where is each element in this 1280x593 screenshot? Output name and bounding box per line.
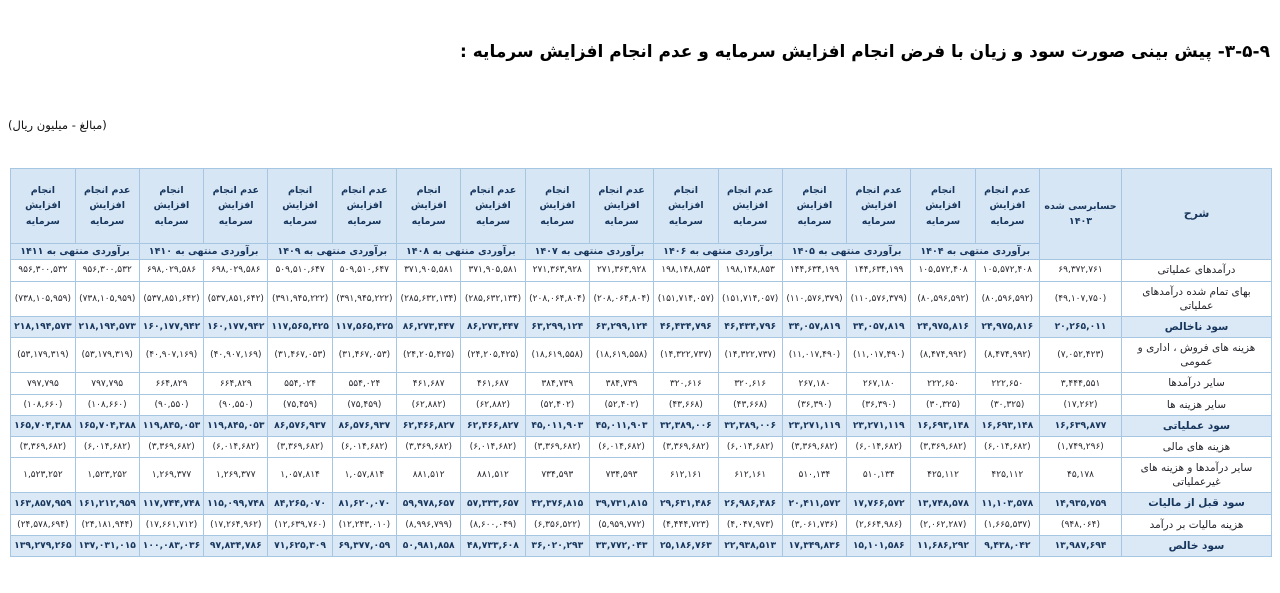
table-row-12 <box>11 535 1272 556</box>
cell-r11-c7: (۴,۴۴۴,۷۲۳) <box>654 514 718 535</box>
cell-r11-c8: (۵,۹۵۹,۷۷۲) <box>589 514 653 535</box>
cell-r3-c10: ۸۶,۲۷۳,۴۴۷ <box>461 316 525 337</box>
cell-r6-c14: (۹۰,۵۵۰) <box>204 394 268 415</box>
header-with-increase-۱۴۰۸: انجام افزایش سرمایه <box>397 169 461 244</box>
table-row-10 <box>11 493 1272 514</box>
cell-r5-c8: ۳۸۴,۷۳۹ <box>589 373 653 394</box>
cell-r4-c11: (۲۴,۲۰۵,۴۲۵) <box>397 338 461 373</box>
cell-r5-c13: ۵۵۴,۰۲۴ <box>268 373 332 394</box>
cell-r2-c4: (۱۱۰,۵۷۶,۳۷۹) <box>847 281 911 316</box>
cell-r11-c15: (۱۷,۶۶۱,۷۱۲) <box>139 514 203 535</box>
cell-r6-c11: (۶۲,۸۸۲) <box>397 394 461 415</box>
cell-r5-c9: ۳۸۴,۷۳۹ <box>525 373 589 394</box>
cell-r10-c2: ۱۱,۱۰۳,۵۷۸ <box>975 493 1039 514</box>
cell-r2-c15: (۵۳۷,۸۵۱,۶۴۲) <box>139 281 203 316</box>
cell-r12-c8: ۳۳,۷۷۲,۰۴۳ <box>589 535 653 556</box>
cell-r9-c4: ۵۱۰,۱۳۴ <box>847 458 911 493</box>
cell-r12-c15: ۱۰۰,۰۸۳,۰۳۶ <box>139 535 203 556</box>
cell-r7-c1: ۱۶,۶۳۹,۸۷۷ <box>1040 415 1122 436</box>
header-without-increase-۱۴۰۵: عدم انجام افزایش سرمایه <box>847 169 911 244</box>
cell-r4-c7: (۱۴,۳۲۲,۷۳۷) <box>654 338 718 373</box>
cell-r11-c9: (۶,۳۵۶,۵۲۲) <box>525 514 589 535</box>
cell-r1-c12: ۵۰۹,۵۱۰,۶۴۷ <box>332 260 396 281</box>
cell-r12-c16: ۱۳۷,۰۳۱,۰۱۵ <box>75 535 139 556</box>
cell-r3-c11: ۸۶,۲۷۳,۴۴۷ <box>397 316 461 337</box>
cell-r1-c1: ۶۹,۳۷۲,۷۶۱ <box>1040 260 1122 281</box>
header-with-increase-۱۴۱۰: انجام افزایش سرمایه <box>139 169 203 244</box>
cell-r4-c5: (۱۱,۰۱۷,۴۹۰) <box>782 338 846 373</box>
cell-r2-c17: (۷۳۸,۱۰۵,۹۵۹) <box>11 281 75 316</box>
cell-r12-c17: ۱۳۹,۲۷۹,۲۶۵ <box>11 535 75 556</box>
table-row-6 <box>11 394 1272 415</box>
cell-r7-c13: ۸۶,۵۷۶,۹۳۷ <box>268 415 332 436</box>
table-row-7 <box>11 415 1272 436</box>
header-without-increase-۱۴۰۶: عدم انجام افزایش سرمایه <box>718 169 782 244</box>
cell-r1-c7: ۱۹۸,۱۴۸,۸۵۳ <box>654 260 718 281</box>
cell-r9-c5: ۵۱۰,۱۳۴ <box>782 458 846 493</box>
cell-r5-c17: ۷۹۷,۷۹۵ <box>11 373 75 394</box>
cell-r5-c5: ۲۶۷,۱۸۰ <box>782 373 846 394</box>
cell-r5-c11: ۴۶۱,۶۸۷ <box>397 373 461 394</box>
table-row-1 <box>11 260 1272 281</box>
cell-r9-c13: ۱,۰۵۷,۸۱۴ <box>268 458 332 493</box>
table-row-3 <box>11 316 1272 337</box>
cell-r10-c13: ۸۴,۲۶۵,۰۷۰ <box>268 493 332 514</box>
cell-r4-c4: (۱۱,۰۱۷,۴۹۰) <box>847 338 911 373</box>
cell-r6-c9: (۵۲,۴۰۲) <box>525 394 589 415</box>
cell-r10-c8: ۳۹,۷۳۱,۸۱۵ <box>589 493 653 514</box>
cell-r3-c17: ۲۱۸,۱۹۴,۵۷۳ <box>11 316 75 337</box>
cell-r1-c11: ۳۷۱,۹۰۵,۵۸۱ <box>397 260 461 281</box>
cell-r10-c9: ۴۲,۳۷۶,۸۱۵ <box>525 493 589 514</box>
table-row-2 <box>11 281 1272 316</box>
header-estimate-year-۱۴۰۶: برآوردی منتهی به ۱۴۰۶ <box>654 244 783 260</box>
cell-r8-c7: (۳,۳۶۹,۶۸۲) <box>654 436 718 457</box>
cell-r11-c17: (۲۴,۵۷۸,۶۹۴) <box>11 514 75 535</box>
cell-r6-c17: (۱۰۸,۶۶۰) <box>11 394 75 415</box>
amounts-unit-note: (مبالغ - میلیون ریال) <box>8 118 107 132</box>
cell-r3-c1: ۲۰,۲۶۵,۰۱۱ <box>1040 316 1122 337</box>
cell-r4-c3: (۸,۴۷۴,۹۹۲) <box>911 338 975 373</box>
header-with-increase-۱۴۰۵: انجام افزایش سرمایه <box>782 169 846 244</box>
cell-r2-c11: (۲۸۵,۶۳۲,۱۳۴) <box>397 281 461 316</box>
cell-r10-c5: ۲۰,۴۱۱,۵۷۲ <box>782 493 846 514</box>
cell-r7-c10: ۶۲,۴۶۶,۸۲۷ <box>461 415 525 436</box>
cell-r7-c17: ۱۶۵,۷۰۴,۳۸۸ <box>11 415 75 436</box>
row-label: درآمدهای عملیاتی <box>1122 260 1272 281</box>
cell-r9-c15: ۱,۲۶۹,۳۷۷ <box>139 458 203 493</box>
cell-r9-c16: ۱,۵۲۳,۲۵۲ <box>75 458 139 493</box>
cell-r7-c6: ۳۲,۳۸۹,۰۰۶ <box>718 415 782 436</box>
cell-r6-c8: (۵۲,۴۰۲) <box>589 394 653 415</box>
cell-r7-c14: ۱۱۹,۸۴۵,۰۵۳ <box>204 415 268 436</box>
header-with-increase-۱۴۰۹: انجام افزایش سرمایه <box>268 169 332 244</box>
cell-r4-c16: (۵۳,۱۷۹,۳۱۹) <box>75 338 139 373</box>
cell-r8-c9: (۳,۳۶۹,۶۸۲) <box>525 436 589 457</box>
cell-r9-c10: ۸۸۱,۵۱۲ <box>461 458 525 493</box>
cell-r12-c13: ۷۱,۶۲۵,۳۰۹ <box>268 535 332 556</box>
cell-r10-c4: ۱۷,۷۶۶,۵۷۲ <box>847 493 911 514</box>
cell-r9-c1: ۴۵,۱۷۸ <box>1040 458 1122 493</box>
cell-r9-c17: ۱,۵۲۳,۲۵۲ <box>11 458 75 493</box>
cell-r6-c6: (۴۳,۶۶۸) <box>718 394 782 415</box>
table-header <box>11 169 1272 260</box>
cell-r11-c10: (۸,۶۰۰,۰۴۹) <box>461 514 525 535</box>
cell-r1-c16: ۹۵۶,۳۰۰,۵۳۲ <box>75 260 139 281</box>
cell-r5-c10: ۴۶۱,۶۸۷ <box>461 373 525 394</box>
cell-r4-c14: (۴۰,۹۰۷,۱۶۹) <box>204 338 268 373</box>
cell-r9-c11: ۸۸۱,۵۱۲ <box>397 458 461 493</box>
cell-r6-c3: (۳۰,۳۲۵) <box>911 394 975 415</box>
header-without-increase-۱۴۰۷: عدم انجام افزایش سرمایه <box>589 169 653 244</box>
cell-r7-c11: ۶۲,۴۶۶,۸۲۷ <box>397 415 461 436</box>
cell-r4-c10: (۲۴,۲۰۵,۴۲۵) <box>461 338 525 373</box>
cell-r3-c7: ۴۶,۴۳۴,۷۹۶ <box>654 316 718 337</box>
table-row-5 <box>11 373 1272 394</box>
cell-r12-c5: ۱۷,۳۴۹,۸۳۶ <box>782 535 846 556</box>
cell-r4-c12: (۳۱,۴۶۷,۰۵۳) <box>332 338 396 373</box>
cell-r3-c4: ۳۴,۰۵۷,۸۱۹ <box>847 316 911 337</box>
cell-r6-c16: (۱۰۸,۶۶۰) <box>75 394 139 415</box>
cell-r10-c10: ۵۷,۳۳۳,۶۵۷ <box>461 493 525 514</box>
cell-r2-c5: (۱۱۰,۵۷۶,۳۷۹) <box>782 281 846 316</box>
cell-r2-c8: (۲۰۸,۰۶۴,۸۰۴) <box>589 281 653 316</box>
page-title: ۳-۵-۹- پیش بینی صورت سود و زیان با فرض انجام افزایش سرمایه و عدم انجام افزایش سرمایه : <box>460 42 1270 62</box>
row-label: بهای تمام شده درآمدهای عملیاتی <box>1122 281 1272 316</box>
cell-r12-c10: ۴۸,۷۳۳,۶۰۸ <box>461 535 525 556</box>
cell-r11-c14: (۱۷,۲۶۴,۹۶۲) <box>204 514 268 535</box>
cell-r11-c11: (۸,۹۹۶,۷۹۹) <box>397 514 461 535</box>
header-estimate-year-۱۴۱۱: برآوردی منتهی به ۱۴۱۱ <box>11 244 140 260</box>
cell-r3-c13: ۱۱۷,۵۶۵,۴۲۵ <box>268 316 332 337</box>
cell-r10-c16: ۱۶۱,۲۱۲,۹۵۹ <box>75 493 139 514</box>
profit-loss-forecast-table <box>10 168 1272 557</box>
cell-r1-c2: ۱۰۵,۵۷۲,۴۰۸ <box>975 260 1039 281</box>
cell-r8-c8: (۶,۰۱۴,۶۸۲) <box>589 436 653 457</box>
cell-r3-c8: ۶۳,۲۹۹,۱۲۴ <box>589 316 653 337</box>
cell-r4-c2: (۸,۴۷۴,۹۹۲) <box>975 338 1039 373</box>
cell-r4-c1: (۷,۰۵۲,۴۲۳) <box>1040 338 1122 373</box>
cell-r12-c12: ۶۹,۳۷۷,۰۵۹ <box>332 535 396 556</box>
cell-r10-c11: ۵۹,۹۷۸,۶۵۷ <box>397 493 461 514</box>
cell-r8-c4: (۶,۰۱۴,۶۸۲) <box>847 436 911 457</box>
cell-r4-c13: (۳۱,۴۶۷,۰۵۳) <box>268 338 332 373</box>
cell-r9-c12: ۱,۰۵۷,۸۱۴ <box>332 458 396 493</box>
row-label: سود عملیاتی <box>1122 415 1272 436</box>
cell-r4-c17: (۵۳,۱۷۹,۳۱۹) <box>11 338 75 373</box>
cell-r12-c9: ۳۶,۰۲۰,۲۹۳ <box>525 535 589 556</box>
cell-r6-c1: (۱۷,۲۶۲) <box>1040 394 1122 415</box>
cell-r2-c2: (۸۰,۵۹۶,۵۹۲) <box>975 281 1039 316</box>
cell-r12-c6: ۲۲,۹۳۸,۵۱۳ <box>718 535 782 556</box>
cell-r10-c14: ۱۱۵,۰۹۹,۷۴۸ <box>204 493 268 514</box>
cell-r7-c7: ۳۲,۳۸۹,۰۰۶ <box>654 415 718 436</box>
cell-r1-c13: ۵۰۹,۵۱۰,۶۴۷ <box>268 260 332 281</box>
cell-r5-c16: ۷۹۷,۷۹۵ <box>75 373 139 394</box>
cell-r11-c6: (۴,۰۴۷,۹۷۳) <box>718 514 782 535</box>
row-label: هزینه های فروش ، اداری و عمومی <box>1122 338 1272 373</box>
header-audited-1403 <box>1040 169 1122 260</box>
cell-r7-c8: ۴۵,۰۱۱,۹۰۳ <box>589 415 653 436</box>
cell-r9-c14: ۱,۲۶۹,۳۷۷ <box>204 458 268 493</box>
cell-r11-c16: (۲۴,۱۸۱,۹۴۴) <box>75 514 139 535</box>
cell-r8-c10: (۶,۰۱۴,۶۸۲) <box>461 436 525 457</box>
audited-year: ۱۴۰۳ <box>1068 216 1093 228</box>
cell-r6-c5: (۳۶,۳۹۰) <box>782 394 846 415</box>
cell-r3-c2: ۲۴,۹۷۵,۸۱۶ <box>975 316 1039 337</box>
cell-r9-c7: ۶۱۲,۱۶۱ <box>654 458 718 493</box>
cell-r4-c9: (۱۸,۶۱۹,۵۵۸) <box>525 338 589 373</box>
cell-r9-c9: ۷۳۴,۵۹۳ <box>525 458 589 493</box>
cell-r7-c3: ۱۶,۶۹۳,۱۴۸ <box>911 415 975 436</box>
cell-r5-c2: ۲۲۲,۶۵۰ <box>975 373 1039 394</box>
cell-r1-c17: ۹۵۶,۳۰۰,۵۳۲ <box>11 260 75 281</box>
cell-r9-c8: ۷۳۴,۵۹۳ <box>589 458 653 493</box>
cell-r12-c7: ۲۵,۱۸۶,۷۶۳ <box>654 535 718 556</box>
cell-r8-c3: (۳,۳۶۹,۶۸۲) <box>911 436 975 457</box>
header-estimate-year-۱۴۰۵: برآوردی منتهی به ۱۴۰۵ <box>782 244 911 260</box>
row-label: سایر درآمدها و هزینه های غیرعملیاتی <box>1122 458 1272 493</box>
cell-r4-c6: (۱۴,۳۲۲,۷۳۷) <box>718 338 782 373</box>
cell-r11-c1: (۹۴۸,۰۶۴) <box>1040 514 1122 535</box>
cell-r11-c4: (۲,۶۶۴,۹۸۶) <box>847 514 911 535</box>
header-with-increase-۱۴۰۴: انجام افزایش سرمایه <box>911 169 975 244</box>
cell-r8-c12: (۶,۰۱۴,۶۸۲) <box>332 436 396 457</box>
cell-r10-c12: ۸۱,۶۲۰,۰۷۰ <box>332 493 396 514</box>
cell-r2-c14: (۵۳۷,۸۵۱,۶۴۲) <box>204 281 268 316</box>
cell-r11-c12: (۱۲,۲۴۳,۰۱۰) <box>332 514 396 535</box>
cell-r1-c14: ۶۹۸,۰۲۹,۵۸۶ <box>204 260 268 281</box>
cell-r12-c3: ۱۱,۶۸۶,۲۹۲ <box>911 535 975 556</box>
header-estimate-year-۱۴۰۹: برآوردی منتهی به ۱۴۰۹ <box>268 244 397 260</box>
cell-r8-c17: (۳,۳۶۹,۶۸۲) <box>11 436 75 457</box>
cell-r8-c15: (۳,۳۶۹,۶۸۲) <box>139 436 203 457</box>
cell-r2-c9: (۲۰۸,۰۶۴,۸۰۴) <box>525 281 589 316</box>
cell-r8-c13: (۳,۳۶۹,۶۸۲) <box>268 436 332 457</box>
row-label: سود ناخالص <box>1122 316 1272 337</box>
cell-r7-c15: ۱۱۹,۸۴۵,۰۵۳ <box>139 415 203 436</box>
cell-r3-c16: ۲۱۸,۱۹۴,۵۷۳ <box>75 316 139 337</box>
row-label: سایر درآمدها <box>1122 373 1272 394</box>
header-estimate-year-۱۴۱۰: برآوردی منتهی به ۱۴۱۰ <box>139 244 268 260</box>
cell-r5-c12: ۵۵۴,۰۲۴ <box>332 373 396 394</box>
cell-r3-c15: ۱۶۰,۱۷۷,۹۴۲ <box>139 316 203 337</box>
cell-r9-c2: ۴۲۵,۱۱۲ <box>975 458 1039 493</box>
row-label: سود خالص <box>1122 535 1272 556</box>
header-without-increase-۱۴۰۴: عدم انجام افزایش سرمایه <box>975 169 1039 244</box>
cell-r2-c13: (۳۹۱,۹۴۵,۲۲۲) <box>268 281 332 316</box>
cell-r4-c15: (۴۰,۹۰۷,۱۶۹) <box>139 338 203 373</box>
header-without-increase-۱۴۰۸: عدم انجام افزایش سرمایه <box>461 169 525 244</box>
cell-r10-c15: ۱۱۷,۷۴۴,۷۴۸ <box>139 493 203 514</box>
cell-r8-c11: (۳,۳۶۹,۶۸۲) <box>397 436 461 457</box>
cell-r6-c7: (۴۳,۶۶۸) <box>654 394 718 415</box>
cell-r5-c15: ۶۶۴,۸۲۹ <box>139 373 203 394</box>
cell-r6-c2: (۳۰,۳۲۵) <box>975 394 1039 415</box>
cell-r5-c4: ۲۶۷,۱۸۰ <box>847 373 911 394</box>
header-without-increase-۱۴۰۹: عدم انجام افزایش سرمایه <box>332 169 396 244</box>
cell-r11-c3: (۲,۰۶۲,۲۸۷) <box>911 514 975 535</box>
cell-r3-c5: ۳۴,۰۵۷,۸۱۹ <box>782 316 846 337</box>
cell-r8-c1: (۱,۷۴۹,۲۹۶) <box>1040 436 1122 457</box>
header-estimate-year-۱۴۰۷: برآوردی منتهی به ۱۴۰۷ <box>525 244 654 260</box>
cell-r2-c16: (۷۳۸,۱۰۵,۹۵۹) <box>75 281 139 316</box>
cell-r5-c7: ۳۲۰,۶۱۶ <box>654 373 718 394</box>
cell-r8-c5: (۳,۳۶۹,۶۸۲) <box>782 436 846 457</box>
cell-r12-c2: ۹,۴۳۸,۰۴۲ <box>975 535 1039 556</box>
cell-r1-c4: ۱۴۴,۶۳۴,۱۹۹ <box>847 260 911 281</box>
table-row-4 <box>11 338 1272 373</box>
cell-r2-c6: (۱۵۱,۷۱۴,۰۵۷) <box>718 281 782 316</box>
cell-r6-c10: (۶۲,۸۸۲) <box>461 394 525 415</box>
cell-r8-c2: (۶,۰۱۴,۶۸۲) <box>975 436 1039 457</box>
cell-r12-c4: ۱۵,۱۰۱,۵۸۶ <box>847 535 911 556</box>
cell-r10-c17: ۱۶۳,۸۵۷,۹۵۹ <box>11 493 75 514</box>
table-row-11 <box>11 514 1272 535</box>
cell-r11-c5: (۳,۰۶۱,۷۳۶) <box>782 514 846 535</box>
cell-r3-c9: ۶۳,۲۹۹,۱۲۴ <box>525 316 589 337</box>
cell-r10-c1: ۱۴,۹۳۵,۷۵۹ <box>1040 493 1122 514</box>
cell-r3-c12: ۱۱۷,۵۶۵,۴۲۵ <box>332 316 396 337</box>
header-description: شرح <box>1122 169 1272 260</box>
cell-r2-c1: (۴۹,۱۰۷,۷۵۰) <box>1040 281 1122 316</box>
cell-r1-c15: ۶۹۸,۰۲۹,۵۸۶ <box>139 260 203 281</box>
cell-r7-c9: ۴۵,۰۱۱,۹۰۳ <box>525 415 589 436</box>
cell-r8-c16: (۶,۰۱۴,۶۸۲) <box>75 436 139 457</box>
cell-r10-c7: ۲۹,۶۳۱,۴۸۶ <box>654 493 718 514</box>
cell-r6-c4: (۳۶,۳۹۰) <box>847 394 911 415</box>
cell-r5-c3: ۲۲۲,۶۵۰ <box>911 373 975 394</box>
table-row-9 <box>11 458 1272 493</box>
cell-r10-c3: ۱۳,۷۴۸,۵۷۸ <box>911 493 975 514</box>
cell-r9-c6: ۶۱۲,۱۶۱ <box>718 458 782 493</box>
cell-r8-c14: (۶,۰۱۴,۶۸۲) <box>204 436 268 457</box>
cell-r9-c3: ۴۲۵,۱۱۲ <box>911 458 975 493</box>
cell-r8-c6: (۶,۰۱۴,۶۸۲) <box>718 436 782 457</box>
cell-r7-c16: ۱۶۵,۷۰۴,۳۸۸ <box>75 415 139 436</box>
cell-r4-c8: (۱۸,۶۱۹,۵۵۸) <box>589 338 653 373</box>
table-body <box>11 260 1272 557</box>
cell-r1-c8: ۲۷۱,۳۶۳,۹۲۸ <box>589 260 653 281</box>
cell-r1-c3: ۱۰۵,۵۷۲,۴۰۸ <box>911 260 975 281</box>
cell-r1-c10: ۳۷۱,۹۰۵,۵۸۱ <box>461 260 525 281</box>
cell-r7-c4: ۲۳,۲۷۱,۱۱۹ <box>847 415 911 436</box>
header-without-increase-۱۴۱۱: عدم انجام افزایش سرمایه <box>75 169 139 244</box>
cell-r7-c2: ۱۶,۶۹۳,۱۴۸ <box>975 415 1039 436</box>
cell-r2-c3: (۸۰,۵۹۶,۵۹۲) <box>911 281 975 316</box>
cell-r3-c3: ۲۴,۹۷۵,۸۱۶ <box>911 316 975 337</box>
cell-r6-c13: (۷۵,۴۵۹) <box>268 394 332 415</box>
header-with-increase-۱۴۱۱: انجام افزایش سرمایه <box>11 169 75 244</box>
row-label: سود قبل از مالیات <box>1122 493 1272 514</box>
cell-r5-c1: ۳,۴۴۴,۵۵۱ <box>1040 373 1122 394</box>
row-label: سایر هزینه ها <box>1122 394 1272 415</box>
table-row-8 <box>11 436 1272 457</box>
audited-label: حسابرسی شده <box>1044 201 1117 212</box>
header-estimate-year-۱۴۰۸: برآوردی منتهی به ۱۴۰۸ <box>397 244 526 260</box>
cell-r12-c14: ۹۷,۸۳۴,۷۸۶ <box>204 535 268 556</box>
cell-r6-c12: (۷۵,۴۵۹) <box>332 394 396 415</box>
row-label: هزینه های مالی <box>1122 436 1272 457</box>
cell-r1-c9: ۲۷۱,۳۶۳,۹۲۸ <box>525 260 589 281</box>
row-label: هزینه مالیات بر درآمد <box>1122 514 1272 535</box>
cell-r1-c5: ۱۴۴,۶۳۴,۱۹۹ <box>782 260 846 281</box>
header-with-increase-۱۴۰۶: انجام افزایش سرمایه <box>654 169 718 244</box>
cell-r1-c6: ۱۹۸,۱۴۸,۸۵۳ <box>718 260 782 281</box>
cell-r11-c13: (۱۲,۶۳۹,۷۶۰) <box>268 514 332 535</box>
cell-r6-c15: (۹۰,۵۵۰) <box>139 394 203 415</box>
cell-r3-c6: ۴۶,۴۳۴,۷۹۶ <box>718 316 782 337</box>
cell-r10-c6: ۲۶,۹۸۶,۴۸۶ <box>718 493 782 514</box>
header-without-increase-۱۴۱۰: عدم انجام افزایش سرمایه <box>204 169 268 244</box>
cell-r2-c10: (۲۸۵,۶۳۲,۱۳۴) <box>461 281 525 316</box>
cell-r7-c5: ۲۳,۲۷۱,۱۱۹ <box>782 415 846 436</box>
cell-r12-c1: ۱۳,۹۸۷,۶۹۴ <box>1040 535 1122 556</box>
cell-r7-c12: ۸۶,۵۷۶,۹۳۷ <box>332 415 396 436</box>
cell-r5-c14: ۶۶۴,۸۲۹ <box>204 373 268 394</box>
cell-r2-c7: (۱۵۱,۷۱۴,۰۵۷) <box>654 281 718 316</box>
cell-r5-c6: ۳۲۰,۶۱۶ <box>718 373 782 394</box>
header-with-increase-۱۴۰۷: انجام افزایش سرمایه <box>525 169 589 244</box>
cell-r3-c14: ۱۶۰,۱۷۷,۹۴۲ <box>204 316 268 337</box>
cell-r2-c12: (۳۹۱,۹۴۵,۲۲۲) <box>332 281 396 316</box>
cell-r12-c11: ۵۰,۹۸۱,۸۵۸ <box>397 535 461 556</box>
cell-r11-c2: (۱,۶۶۵,۵۳۷) <box>975 514 1039 535</box>
header-estimate-year-۱۴۰۴: برآوردی منتهی به ۱۴۰۴ <box>911 244 1040 260</box>
